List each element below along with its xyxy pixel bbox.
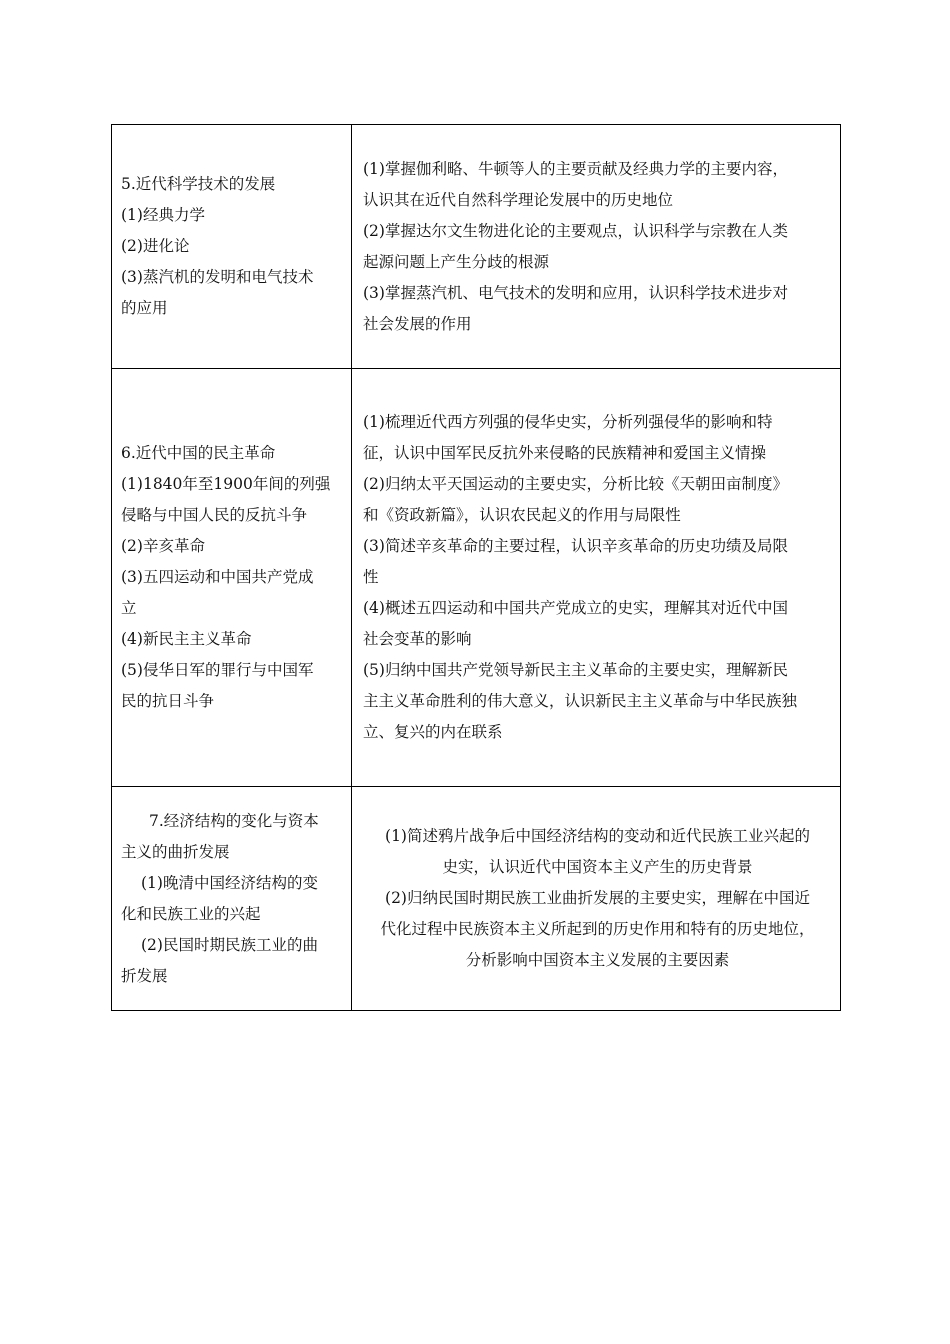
requirement-line: 征，认识中国军民反抗外来侵略的民族精神和爱国主义情操 <box>363 444 767 462</box>
requirement-line: (1)梳理近代西方列强的侵华史实，分析列强侵华的影响和特 <box>363 413 773 431</box>
topic-subitem: (4)新民主主义革命 <box>121 630 252 648</box>
requirement-line: 社会发展的作用 <box>363 314 472 333</box>
topic-subitem: (1)经典力学 <box>121 206 205 224</box>
topic-subitem: 侵略与中国人民的反抗斗争 <box>121 506 308 524</box>
topic-cell <box>112 125 352 369</box>
topic-subitem: (1)1840年至1900年间的列强 <box>121 475 331 493</box>
requirement-line: 代化过程中民族资本主义所起到的历史作用和特有的历史地位， <box>380 920 815 938</box>
requirement-line: (2)归纳太平天国运动的主要史实，分析比较《天朝田亩制度》 <box>363 475 788 493</box>
table-row <box>112 369 841 787</box>
topic-title: 6.近代中国的民主革命 <box>121 444 276 462</box>
requirement-line: 性 <box>363 568 379 586</box>
requirement-cell <box>352 125 841 369</box>
requirement-line: 和《资政新篇》，认识农民起义的作用与局限性 <box>363 506 681 524</box>
table-row <box>112 125 841 369</box>
curriculum-table <box>111 124 841 1011</box>
requirement-line: (2)归纳民国时期民族工业曲折发展的主要史实，理解在中国近 <box>385 889 810 907</box>
topic-cell <box>112 787 352 1011</box>
requirement-cell <box>352 369 841 787</box>
topic-title: 5.近代科学技术的发展 <box>121 175 276 193</box>
requirement-line: 史实，认识近代中国资本主义产生的历史背景 <box>442 858 753 876</box>
topic-subitem: (2)民国时期民族工业的曲 <box>141 935 318 954</box>
topic-subitem: 化和民族工业的兴起 <box>121 904 261 923</box>
requirement-line: 起源问题上产生分歧的根源 <box>363 252 550 271</box>
requirement-line: (4)概述五四运动和中国共产党成立的史实，理解其对近代中国 <box>363 599 788 617</box>
requirement-line: 立、复兴的内在联系 <box>363 723 503 741</box>
topic-subitem: (3)五四运动和中国共产党成 <box>121 568 314 586</box>
topic-subitem: (3)蒸汽机的发明和电气技术 <box>121 268 314 286</box>
requirement-line: (2)掌握达尔文生物进化论的主要观点，认识科学与宗教在人类 <box>363 221 788 240</box>
topic-subitem: 民的抗日斗争 <box>121 692 215 710</box>
topic-subitem: 的应用 <box>121 299 168 317</box>
topic-subitem: 折发展 <box>121 966 168 985</box>
requirement-line: (3)简述辛亥革命的主要过程，认识辛亥革命的历史功绩及局限 <box>363 537 788 555</box>
table-row <box>112 787 841 1011</box>
requirement-line: (1)掌握伽利略、牛顿等人的主要贡献及经典力学的主要内容， <box>363 159 788 178</box>
requirement-cell <box>352 787 841 1011</box>
requirement-line: 主主义革命胜利的伟大意义，认识新民主主义革命与中华民族独 <box>363 692 798 710</box>
requirement-line: (5)归纳中国共产党领导新民主主义革命的主要史实，理解新民 <box>363 661 788 679</box>
topic-subitem: (2)辛亥革命 <box>121 537 205 555</box>
topic-subitem: (2)进化论 <box>121 237 190 255</box>
topic-subitem: (5)侵华日军的罪行与中国军 <box>121 661 314 679</box>
requirement-line: (1)简述鸦片战争后中国经济结构的变动和近代民族工业兴起的 <box>385 827 810 845</box>
topic-subitem: 立 <box>121 599 137 617</box>
requirement-line: 分析影响中国资本主义发展的主要因素 <box>465 951 730 969</box>
topic-cell <box>112 369 352 787</box>
requirement-line: (3)掌握蒸汽机、电气技术的发明和应用，认识科学技术进步对 <box>363 283 788 302</box>
requirement-line: 认识其在近代自然科学理论发展中的历史地位 <box>363 190 674 209</box>
topic-title: 7.经济结构的变化与资本 <box>149 811 319 830</box>
topic-subitem: (1)晚清中国经济结构的变 <box>141 873 318 892</box>
requirement-line: 社会变革的影响 <box>363 630 472 648</box>
topic-title-continued: 主义的曲折发展 <box>121 842 230 861</box>
